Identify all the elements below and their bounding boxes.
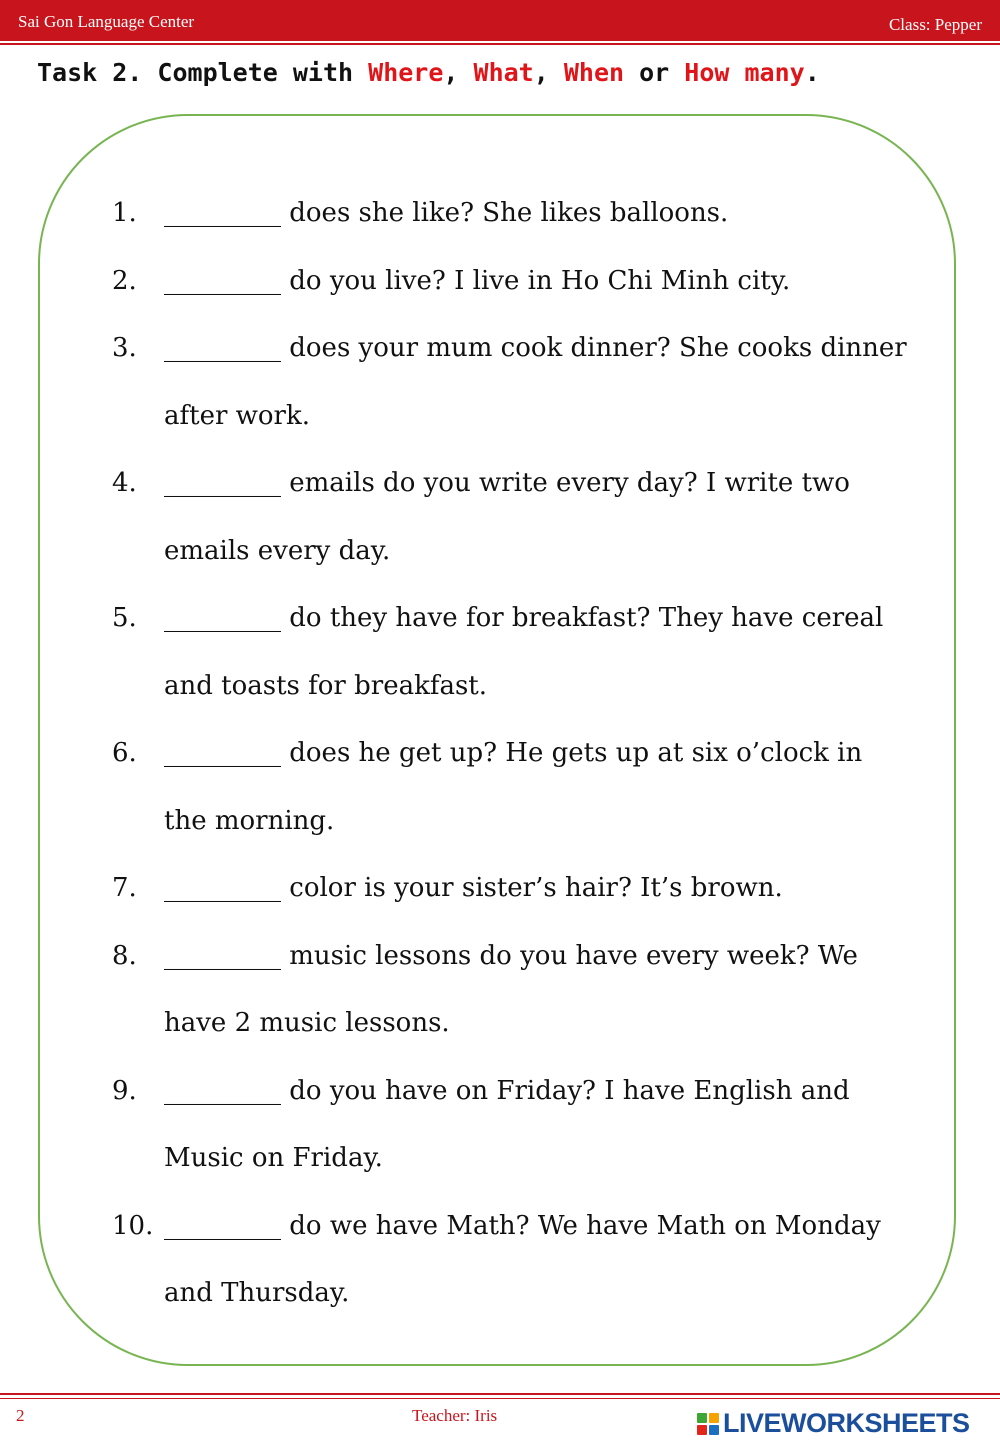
question-number: 6. xyxy=(112,738,137,768)
question-text: _________ does she like? She likes balloons. xyxy=(164,198,729,228)
task-separator: , xyxy=(533,58,564,87)
keyword-how-many: How many xyxy=(684,58,805,87)
class-label: Class: Pepper xyxy=(888,15,982,34)
question-text: _________ does he get up? He gets up at six o’clock in the morning. xyxy=(164,738,863,836)
footer-divider-thin xyxy=(0,1398,1000,1399)
question-text: _________ color is your sister’s hair? It’s brown. xyxy=(164,873,783,903)
question-item xyxy=(112,720,912,855)
liveworksheets-mark-icon xyxy=(697,1413,719,1435)
header-bar xyxy=(0,0,1000,41)
question-text: _________ does your mum cook dinner? She cooks dinner after work. xyxy=(164,333,907,431)
question-number: 2. xyxy=(112,265,137,296)
task-end: . xyxy=(804,58,820,87)
question-item xyxy=(112,315,912,450)
question-number: 4. xyxy=(112,468,137,498)
task-separator: or xyxy=(624,58,685,87)
question-item xyxy=(112,923,912,1058)
footer-divider xyxy=(0,1393,1000,1395)
question-item xyxy=(112,180,912,248)
question-item xyxy=(112,248,912,316)
school-name: Sai Gon Language Center xyxy=(18,12,195,31)
question-number: 10. xyxy=(112,1210,154,1241)
question-text: _________ do they have for breakfast? They have cereal and toasts for breakfast. xyxy=(164,603,884,701)
question-number: 1. xyxy=(112,198,137,228)
question-number: 8. xyxy=(112,940,137,971)
question-text: _________ do you live? I live in Ho Chi Minh city. xyxy=(164,265,791,296)
liveworksheets-wordmark: LIVEWORKSHEETS xyxy=(723,1408,970,1438)
question-item xyxy=(112,1058,912,1193)
question-item xyxy=(112,855,912,923)
keyword-what: What xyxy=(473,58,534,87)
task-title xyxy=(37,58,820,87)
question-item xyxy=(112,585,912,720)
question-list xyxy=(112,180,912,1328)
liveworksheets-logo xyxy=(697,1408,970,1439)
keyword-where: Where xyxy=(368,58,444,87)
question-text: _________ do you have on Friday? I have English and Music on Friday. xyxy=(164,1075,850,1173)
question-item xyxy=(112,450,912,585)
question-text: _________ emails do you write every day? I write two emails every day. xyxy=(164,468,850,566)
question-item xyxy=(112,1193,912,1328)
teacher-label: Teacher: Iris xyxy=(412,1406,498,1425)
question-number: 7. xyxy=(112,873,137,903)
page-number: 2 xyxy=(16,1406,25,1425)
task-prefix: Task 2. Complete with xyxy=(37,58,369,87)
keyword-when: When xyxy=(563,58,625,87)
question-number: 9. xyxy=(112,1075,137,1106)
header-divider xyxy=(0,43,1000,45)
question-number: 3. xyxy=(112,333,137,363)
task-separator: , xyxy=(443,58,474,87)
question-text: _________ do we have Math? We have Math on Monday and Thursday. xyxy=(164,1210,881,1308)
question-number: 5. xyxy=(112,603,137,633)
question-text: _________ music lessons do you have every week? We have 2 music lessons. xyxy=(164,940,858,1038)
